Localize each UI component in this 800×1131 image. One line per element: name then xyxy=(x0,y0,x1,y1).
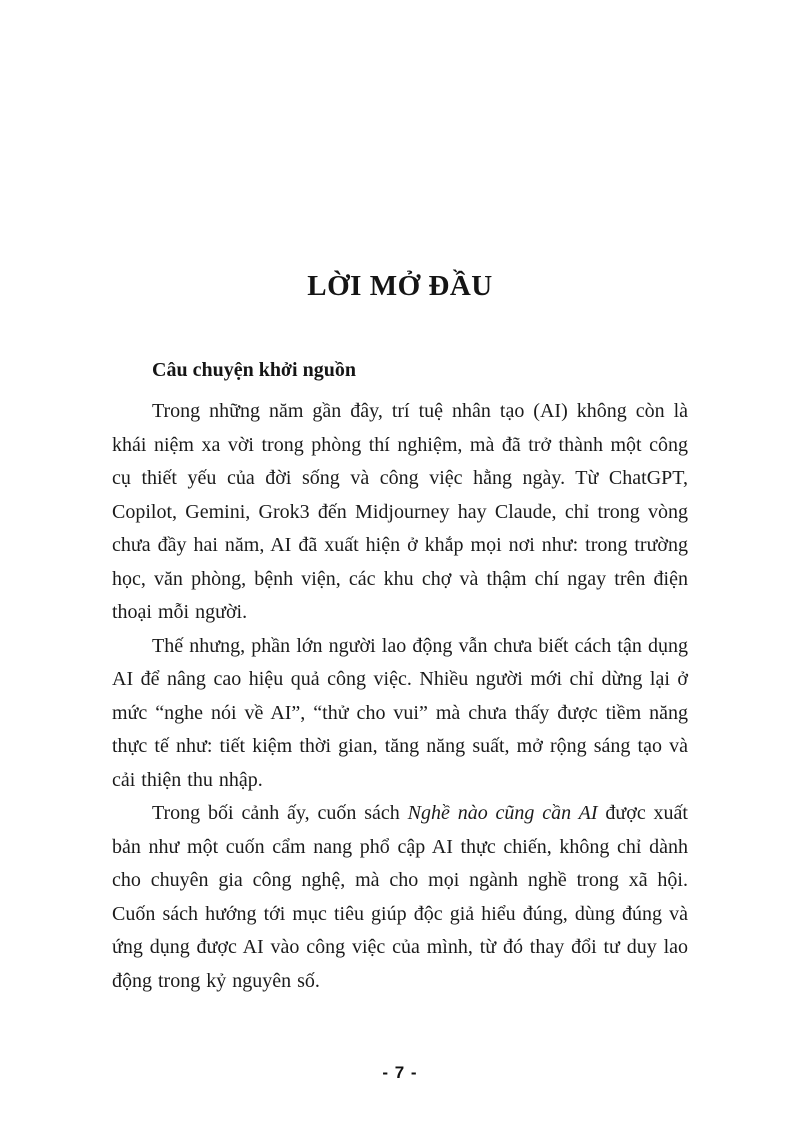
paragraph-3-text-after: được xuất bản như một cuốn cẩm nang phổ cập AI thực chiến, không chỉ dành cho chuyên gia công nghệ, mà cho mọi ngành nghề trong xã hội. Cuốn sách hướng tới mục tiêu giúp độc giả hiểu đúng, dùng đúng và ứng dụng được AI vào công việc của mình, từ đó thay đổi tư duy lao động trong kỷ nguyên số. xyxy=(112,802,688,992)
section-heading: Câu chuyện khởi nguồn xyxy=(152,359,356,381)
paragraph-1: Trong những năm gần đây, trí tuệ nhân tạo (AI) không còn là khái niệm xa vời trong phòng thí nghiệm, mà đã trở thành một công cụ thiết yếu của đời sống và công việc hằng ngày. Từ ChatGPT, Copilot, Gemini, Grok3 đến Midjourney hay Claude, chỉ trong vòng chưa đầy hai năm, AI đã xuất hiện ở khắp mọi nơi như: trong trường học, văn phòng, bệnh viện, các khu chợ và thậm chí ngay trên điện thoại mỗi người. xyxy=(112,400,688,623)
paragraph-3 xyxy=(112,797,688,998)
page-number: - 7 - xyxy=(382,1063,418,1082)
paragraph-2: Thế nhưng, phần lớn người lao động vẫn chưa biết cách tận dụng AI để nâng cao hiệu quả công việc. Nhiều người mới chỉ dừng lại ở mức “nghe nói về AI”, “thử cho vui” mà chưa thấy được tiềm năng thực tế như: tiết kiệm thời gian, tăng năng suất, mở rộng sáng tạo và cải thiện thu nhập. xyxy=(112,634,688,791)
paragraph-3-text-before: Trong bối cảnh ấy, cuốn sách xyxy=(152,802,408,824)
page-title: LỜI MỞ ĐẦU xyxy=(307,270,493,302)
book-title-italic: Nghề nào cũng cần AI xyxy=(407,802,598,824)
